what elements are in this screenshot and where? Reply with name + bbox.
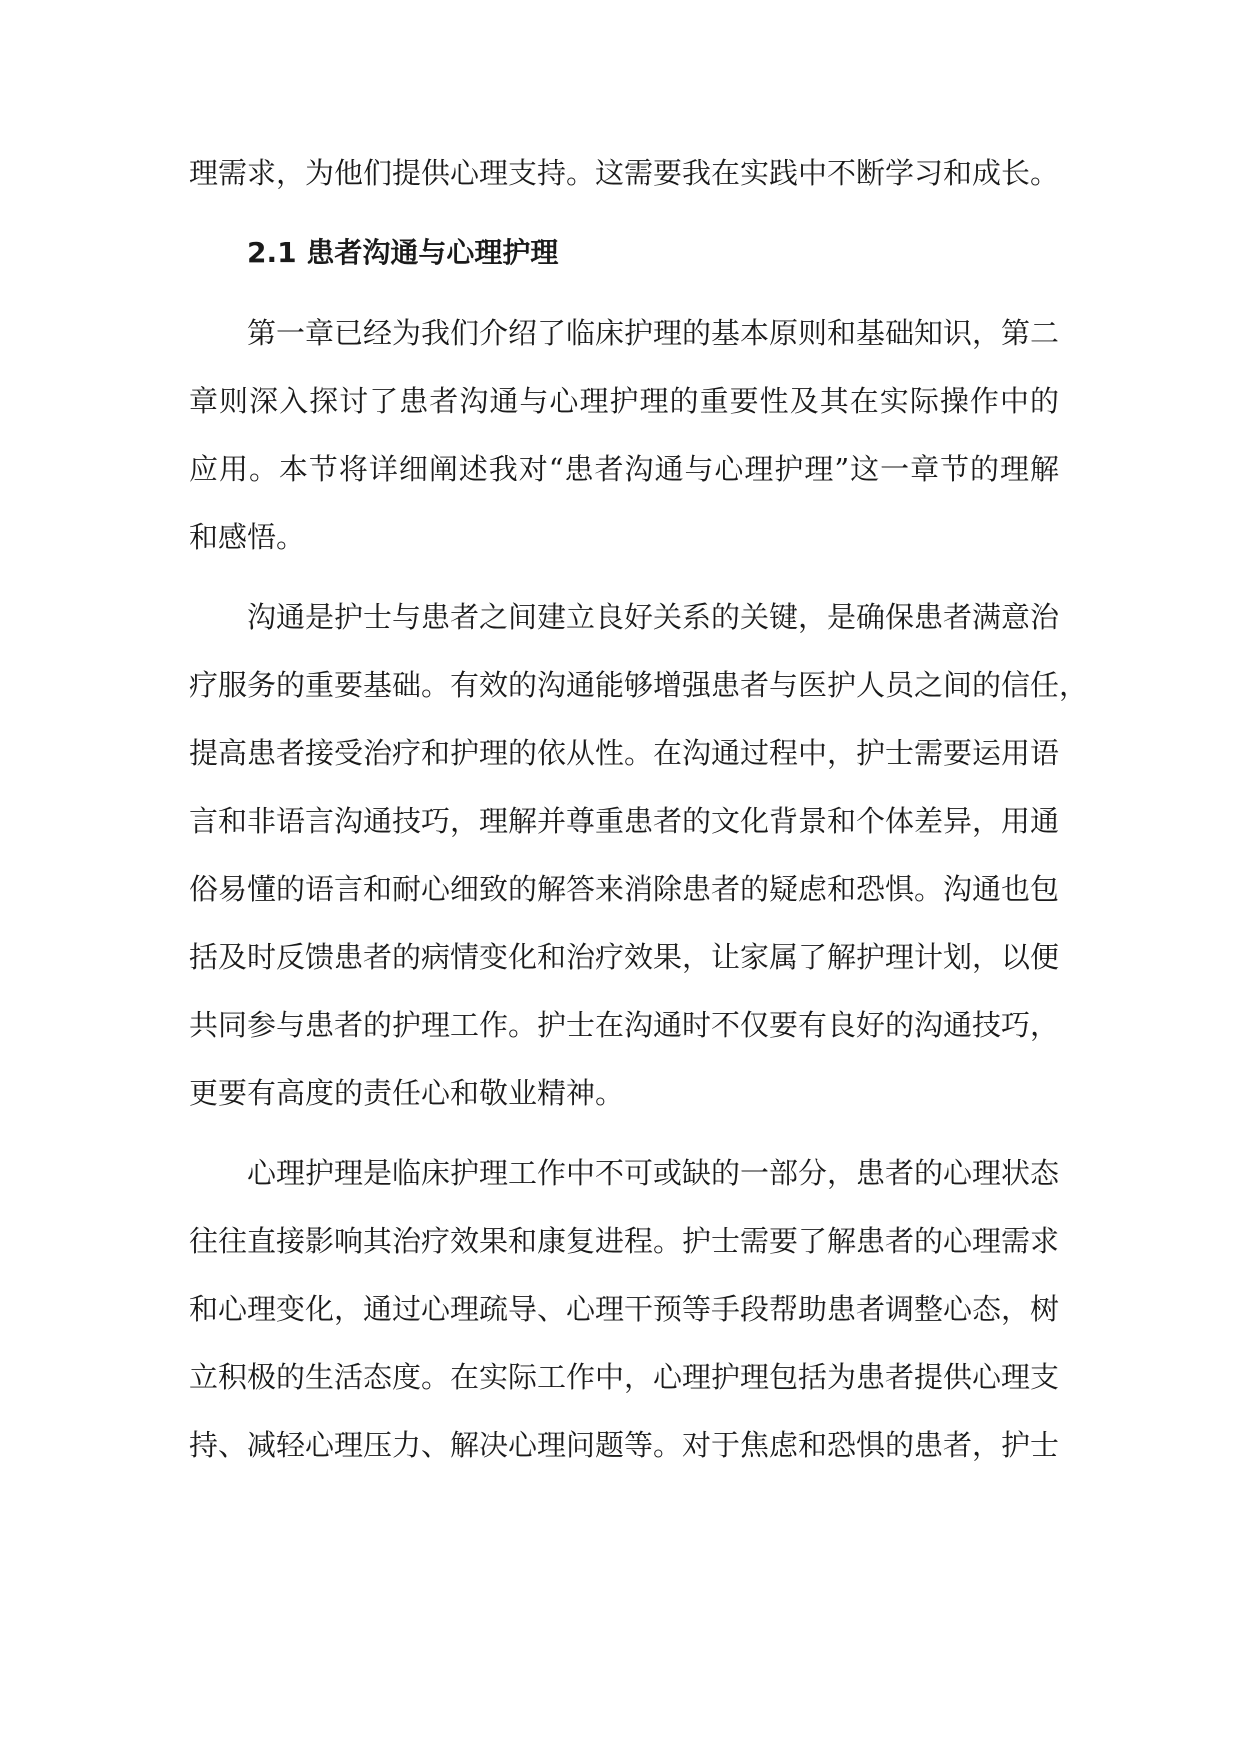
paragraph-line: 疗服务的重要基础。有效的沟通能够增强患者与医护人员之间的信任， <box>189 668 1089 702</box>
paragraph-line: 立积极的生活态度。在实际工作中，心理护理包括为患者提供心理支 <box>189 1360 1060 1394</box>
document-body <box>189 139 1089 1491</box>
paragraph-line: 括及时反馈患者的病情变化和治疗效果，让家属了解护理计划，以便 <box>189 940 1060 974</box>
paragraph-line: 第一章已经为我们介绍了临床护理的基本原则和基础知识，第二 <box>247 316 1060 350</box>
paragraph-line: 更要有高度的责任心和敬业精神。 <box>189 1076 625 1110</box>
paragraph-line: 持、减轻心理压力、解决心理问题等。对于焦虑和恐惧的患者，护士 <box>189 1428 1060 1462</box>
paragraph-line: 往往直接影响其治疗效果和康复进程。护士需要了解患者的心理需求 <box>189 1224 1060 1258</box>
section-heading: 2.1 患者沟通与心理护理 <box>247 236 559 269</box>
paragraph-line: 和心理变化，通过心理疏导、心理干预等手段帮助患者调整心态，树 <box>189 1292 1060 1326</box>
paragraph-line: 俗易懂的语言和耐心细致的解答来消除患者的疑虑和恐惧。沟通也包 <box>189 872 1060 906</box>
paragraph-line: 沟通是护士与患者之间建立良好关系的关键，是确保患者满意治 <box>247 600 1060 634</box>
paragraph-line: 和感悟。 <box>189 520 306 554</box>
paragraph-2 <box>189 583 1089 1127</box>
paragraph-line: 章则深入探讨了患者沟通与心理护理的重要性及其在实际操作中的 <box>189 384 1059 418</box>
paragraph-line: 提高患者接受治疗和护理的依从性。在沟通过程中，护士需要运用语 <box>189 736 1060 770</box>
intro-line: 理需求，为他们提供心理支持。这需要我在实践中不断学习和成长。 <box>189 156 1060 190</box>
paragraph-line: 共同参与患者的护理工作。护士在沟通时不仅要有良好的沟通技巧， <box>189 1008 1060 1042</box>
paragraph-line: 心理护理是临床护理工作中不可或缺的一部分，患者的心理状态 <box>247 1156 1060 1190</box>
paragraph-1 <box>189 299 1059 571</box>
paragraph-line: 应用。本节将详细阐述我对“患者沟通与心理护理”这一章节的理解 <box>189 452 1059 486</box>
paragraph-3 <box>189 1139 1059 1479</box>
paragraph-line: 言和非语言沟通技巧，理解并尊重患者的文化背景和个体差异，用通 <box>189 804 1060 838</box>
